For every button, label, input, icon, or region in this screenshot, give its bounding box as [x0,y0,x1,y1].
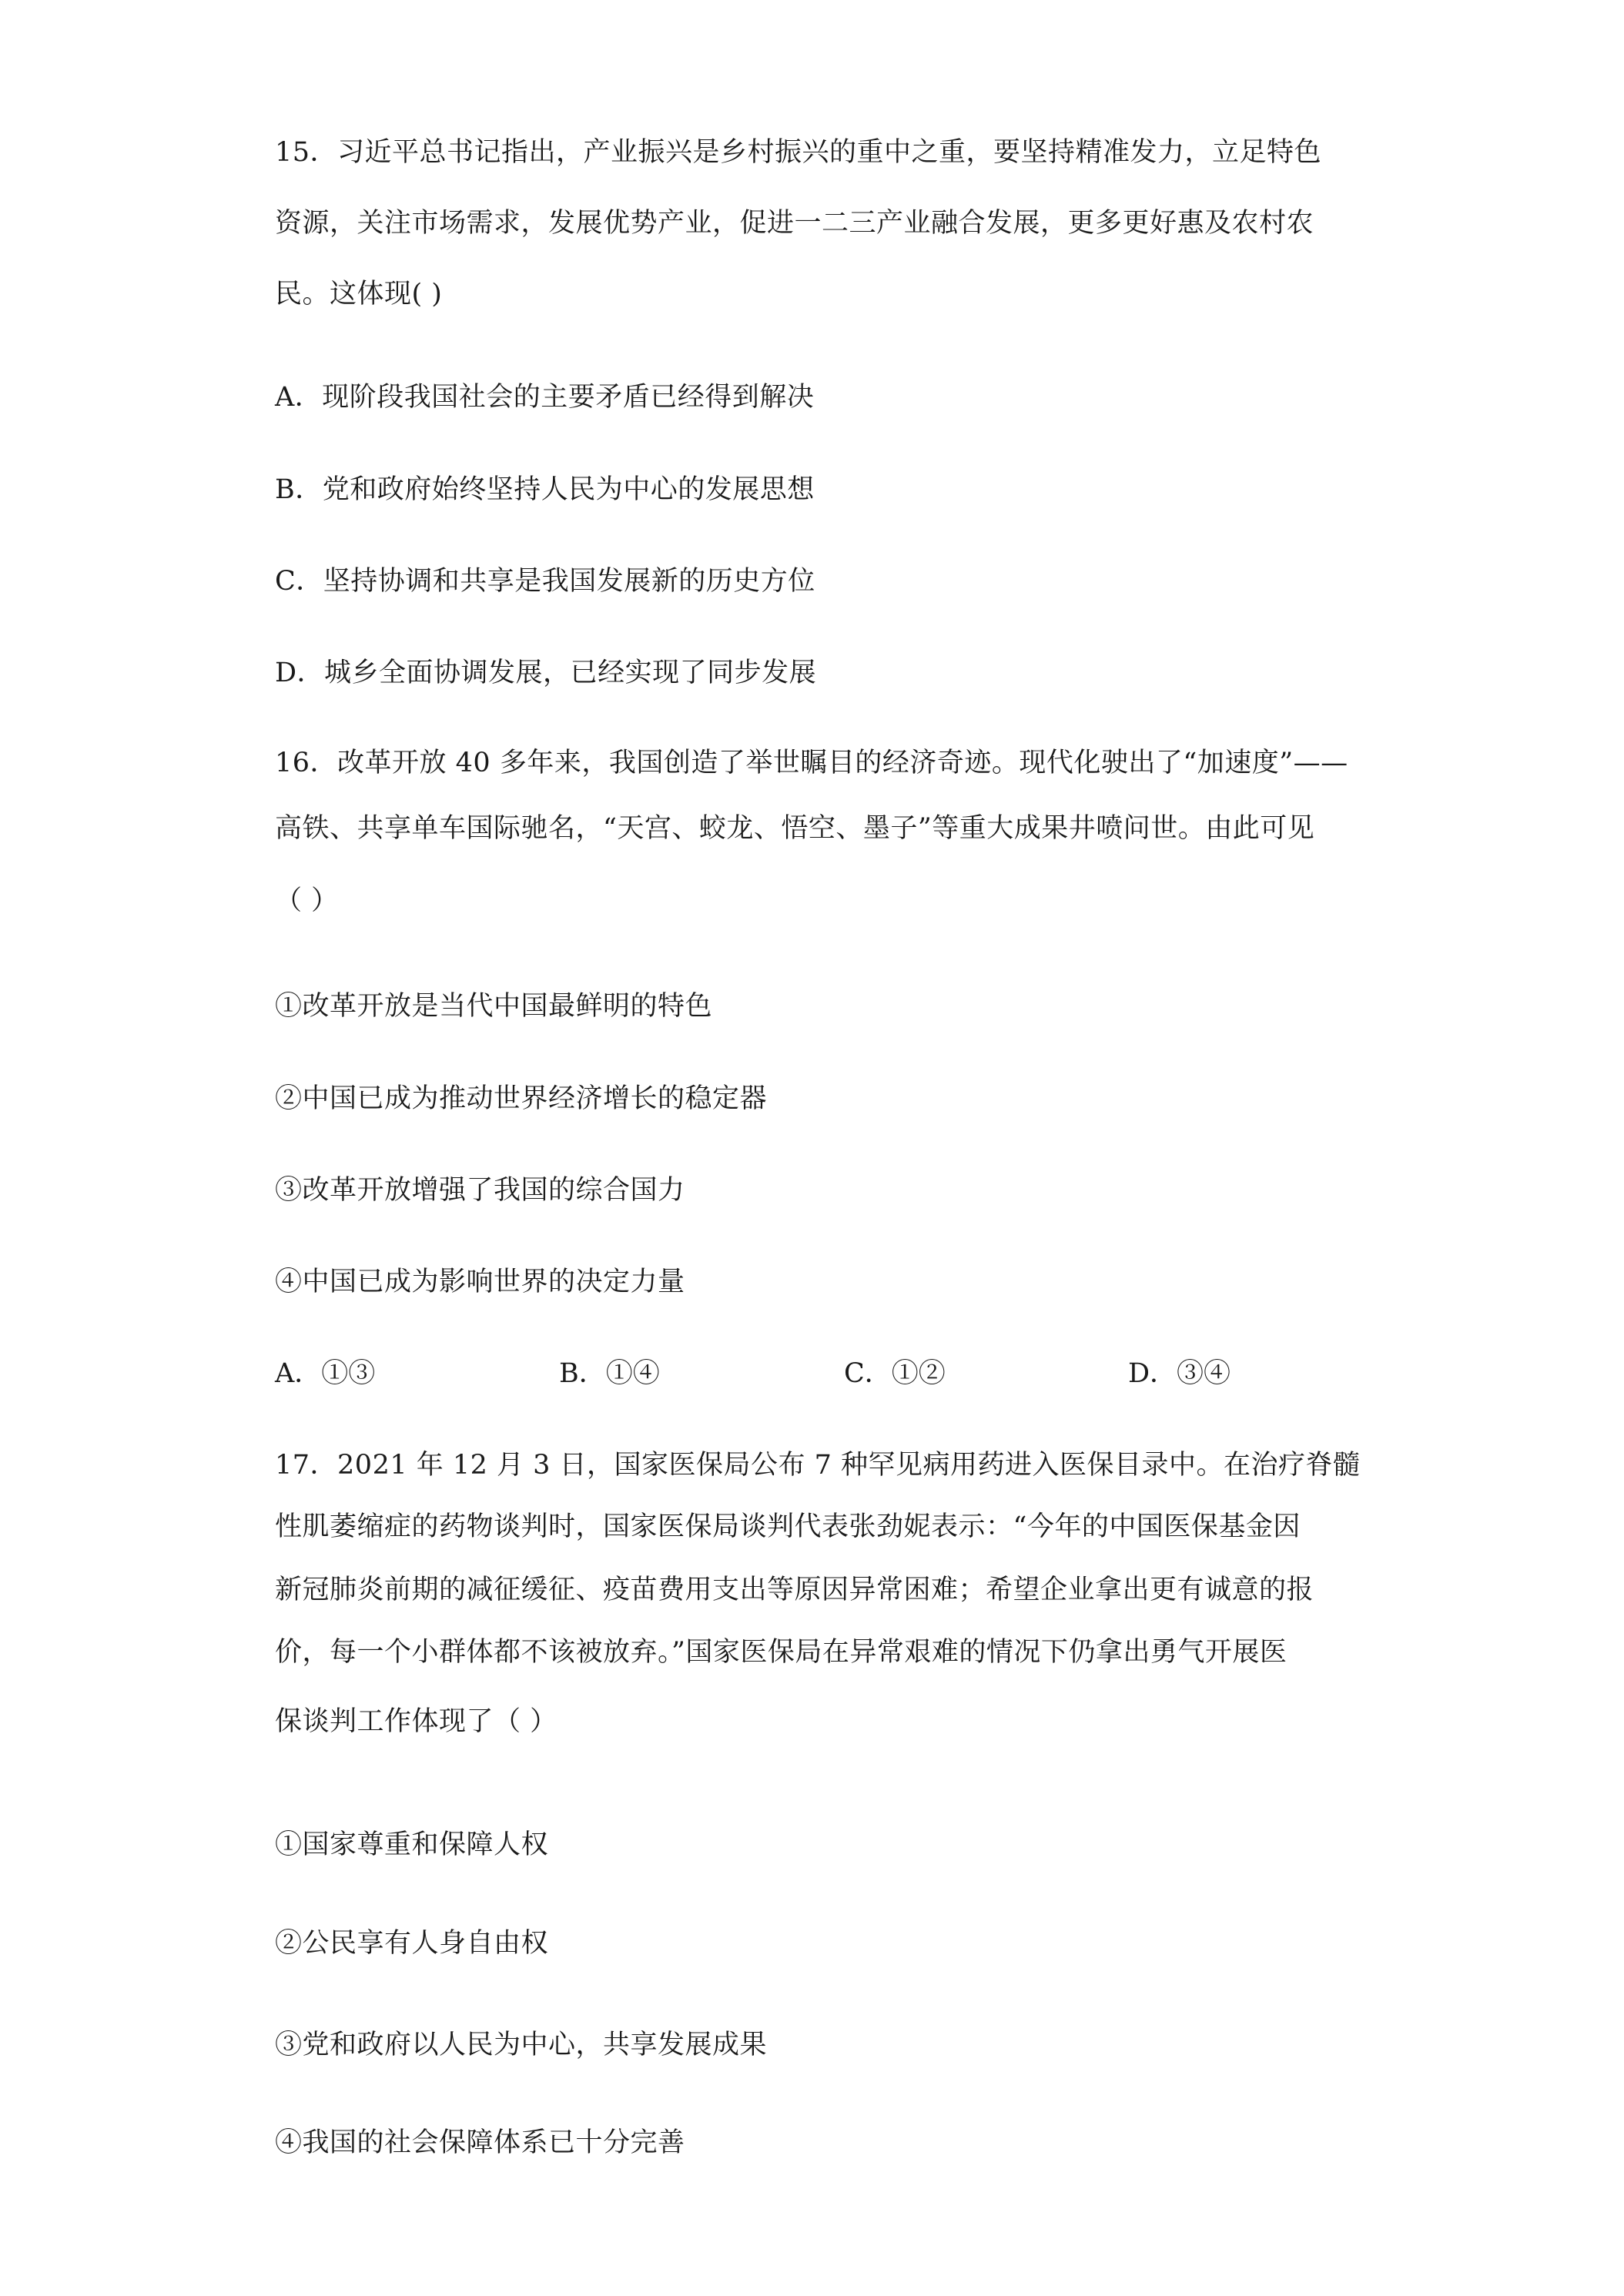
q16-choice-b: B．①④ [559,1358,660,1389]
q15-option-c: C．坚持协调和共享是我国发展新的历史方位 [275,566,815,597]
q16-choice-a: A．①③ [275,1358,376,1389]
q16-statement-2: ②中国已成为推动世界经济增长的稳定器 [275,1083,768,1114]
q17-stem-line-2: 性肌萎缩症的药物谈判时，国家医保局谈判代表张劲妮表示：“今年的中国医保基金因 [275,1511,1301,1542]
q16-choice-d: D．③④ [1128,1358,1231,1389]
q15-stem-line-1: 15．习近平总书记指出，产业振兴是乡村振兴的重中之重，要坚持精准发力，立足特色 [275,137,1322,168]
q17-stem-line-3: 新冠肺炎前期的减征缓征、疫苗费用支出等原因异常困难；希望企业拿出更有诚意的报 [275,1575,1314,1605]
q17-stem-line-5: 保谈判工作体现了（ ） [275,1706,558,1737]
q17-statement-1: ①国家尊重和保障人权 [275,1829,549,1860]
q17-statement-4: ④我国的社会保障体系已十分完善 [275,2127,685,2158]
q17-stem-line-1: 17．2021 年 12 月 3 日，国家医保局公布 7 种罕见病用药进入医保目录中。在治疗脊髓 [275,1450,1361,1481]
q15-option-b: B．党和政府始终坚持人民为中心的发展思想 [275,474,815,505]
q15-stem-line-3: 民。这体现( ) [275,279,443,310]
q16-stem-line-2: 高铁、共享单车国际驰名，“天宫、蛟龙、悟空、墨子”等重大成果井喷问世。由此可见 [275,813,1315,844]
q17-statement-3: ③党和政府以人民为中心，共享发展成果 [275,2030,768,2060]
q16-statement-3: ③改革开放增强了我国的综合国力 [275,1175,685,1206]
q16-statement-4: ④中国已成为影响世界的决定力量 [275,1267,685,1297]
q15-option-d: D．城乡全面协调发展，已经实现了同步发展 [275,658,817,688]
q16-stem-line-1: 16．改革开放 40 多年来，我国创造了举世瞩目的经济奇迹。现代化驶出了“加速度”—— [275,748,1348,778]
q15-stem-line-2: 资源，关注市场需求，发展优势产业，促进一二三产业融合发展，更多更好惠及农村农 [275,208,1314,239]
q16-statement-1: ①改革开放是当代中国最鲜明的特色 [275,991,713,1022]
q15-option-a: A．现阶段我国社会的主要矛盾已经得到解决 [275,382,815,413]
q16-choice-c: C．①② [844,1358,946,1389]
q16-stem-line-3: （ ） [275,885,339,916]
q17-stem-line-4: 价，每一个小群体都不该被放弃。”国家医保局在异常艰难的情况下仍拿出勇气开展医 [275,1637,1287,1668]
q17-statement-2: ②公民享有人身自由权 [275,1928,549,1959]
